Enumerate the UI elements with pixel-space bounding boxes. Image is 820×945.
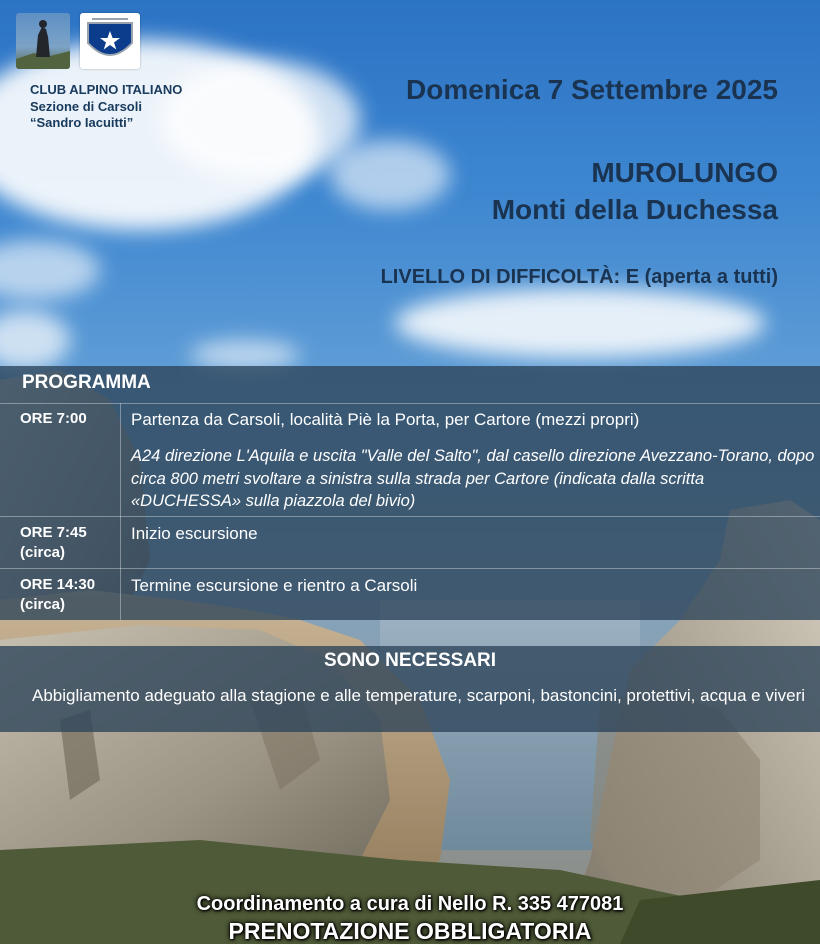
necessari-text: Abbigliamento adeguato alla stagione e alle temperature, scarponi, bastoncini, protettivi, acqua e viveri [32,686,806,705]
schedule-text: Partenza da Carsoli, località Piè la Porta, per Cartore (mezzi propri) [131,410,640,429]
schedule-time: ORE 7:45 (circa) [20,524,87,561]
schedule-text: Termine escursione e rientro a Carsoli [131,576,418,595]
club-info [30,82,182,132]
event-area: Monti della Duchessa [491,194,778,225]
statue-logo [16,13,70,69]
programma-title: PROGRAMMA [22,372,151,393]
programma-panel [0,366,820,620]
booking-required: PRENOTAZIONE OBBLIGATORIA [228,918,592,944]
schedule-text: Inizio escursione [131,524,258,543]
club-section-name: “Sandro Iacuitti” [30,115,134,130]
schedule-row [0,516,820,561]
club-section: Sezione di Carsoli [30,98,142,114]
club-name: CLUB ALPINO ITALIANO [30,82,183,97]
event-place: MUROLUNGO [591,157,778,188]
coordinator-contact: Coordinamento a cura di Nello R. 335 477081 [196,893,624,915]
route-note: A24 direzione L'Aquila e uscita "Valle del Salto", dal casello direzione Avezzano-Torano, dopo circa 800 metri svoltare a sinistra sulla strada per Cartore (indicata dalla scritta «DUCHESSA» sulla piazzola del bivio) [131,447,815,510]
necessari-panel [0,646,820,732]
difficulty-level: LIVELLO DI DIFFICOLTÀ: E (aperta a tutti) [380,266,778,288]
schedule-row [0,403,820,510]
event-date: Domenica 7 Settembre 2025 [406,74,778,105]
cai-logo [80,13,140,69]
schedule-time: ORE 14:30 (circa) [20,576,96,613]
column-divider [120,403,121,620]
necessari-title: SONO NECESSARI [323,650,497,671]
schedule-row [0,568,820,613]
schedule-time: ORE 7:00 [20,410,87,427]
